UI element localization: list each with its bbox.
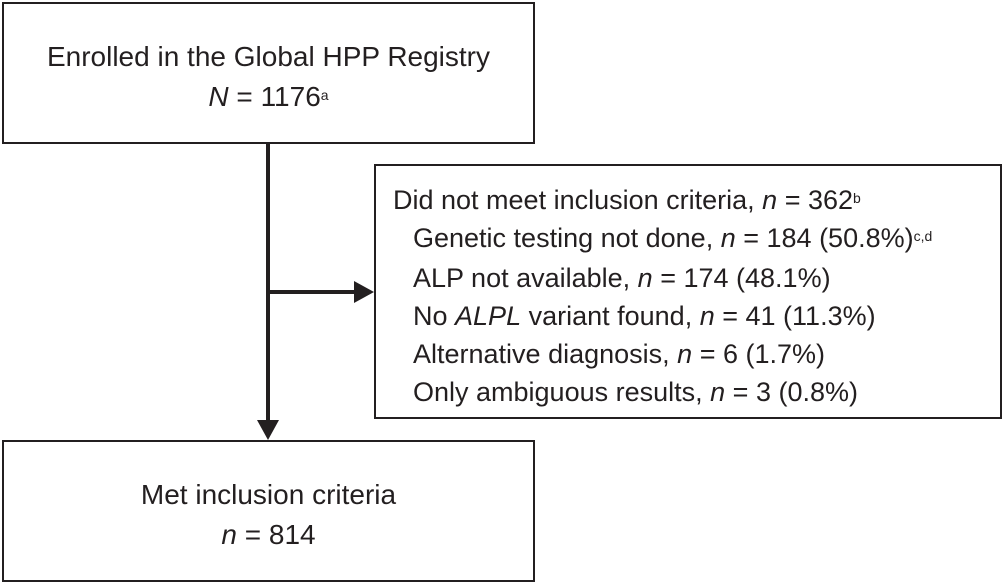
down-arrowhead	[257, 420, 279, 440]
exclusion-reason: Genetic testing not done, n = 184 $(50.8\%)^{c,d}$	[413, 223, 933, 253]
exclusion-reason: Only ambiguous results, n = 3 (0.8%)	[413, 377, 858, 407]
met-count: n = 814	[221, 519, 316, 550]
exclusion-reason: ALP not available, n = 174 (48.1%)	[413, 263, 831, 293]
enrolled-box	[2, 2, 535, 144]
enrolled-count: $N = 1176^a$	[208, 81, 329, 112]
exclusion-reason: No ALPL variant found, n = 41 (11.3%)	[413, 301, 876, 331]
enrolled-title: Enrolled in the Global HPP Registry	[46, 41, 491, 72]
met-title: Met inclusion criteria	[140, 479, 397, 510]
excluded-box	[374, 164, 1002, 419]
exclusion-reason: Alternative diagnosis, n = 6 (1.7%)	[413, 339, 825, 369]
right-arrowhead	[354, 281, 374, 303]
met-criteria-box	[2, 440, 535, 582]
excluded-title: Did not meet inclusion criteria, $n = 362^b$	[393, 185, 861, 215]
